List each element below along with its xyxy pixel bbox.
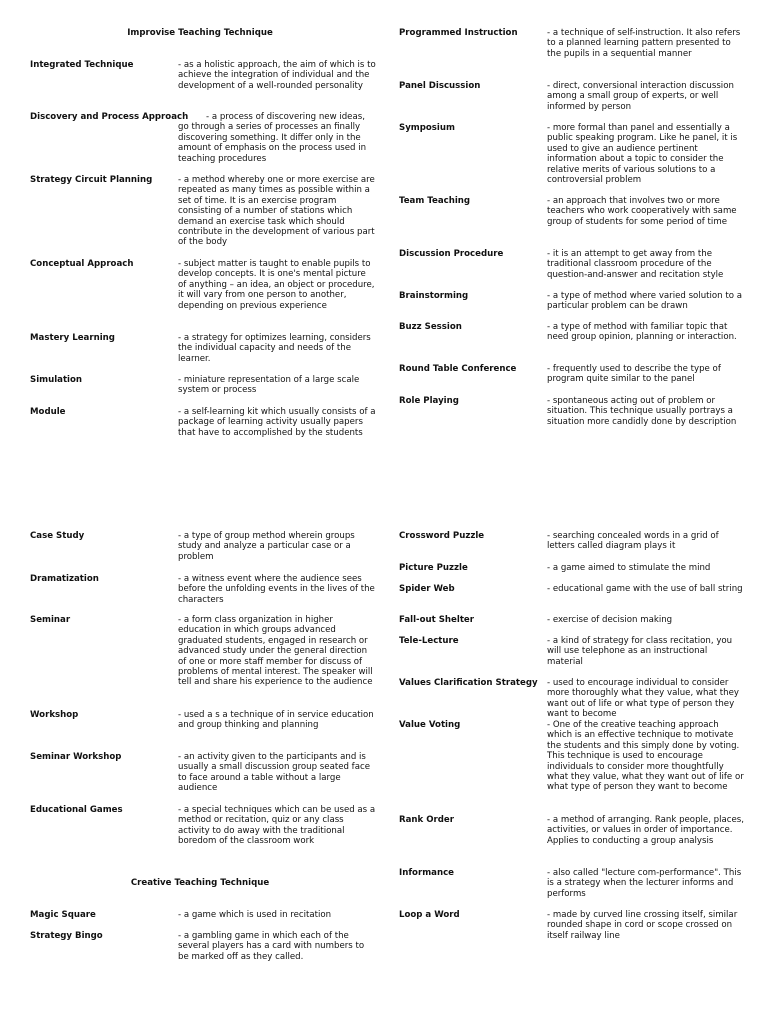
desc-role-playing: - spontaneous acting out of problem or situation. This technique usually portrays a situation more candidly done by description	[547, 396, 737, 427]
desc-value-voting: - One of the creative teaching approach which is an effective technique to motivate the students and this simply done by voting. This technique is used to encourage individuals to consider more thoughtfully what they value, what they want out of life or what type of person they want to become	[547, 720, 744, 793]
term-symposium: Symposium	[399, 123, 455, 133]
term-informance: Informance	[399, 868, 454, 878]
desc-case-study: - a type of group method wherein groups study and analyze a particular case or a problem	[178, 531, 355, 562]
desc-team-teaching: - an approach that involves two or more teachers who work cooperatively with same group of students for some period of time	[547, 196, 737, 227]
term-buzz-session: Buzz Session	[399, 322, 462, 332]
desc-tele-lecture: - a kind of strategy for class recitation, you will use telephone as an instructional material	[547, 636, 733, 667]
desc-rank-order: - a method of arranging. Rank people, places, activities, or values in order of importance. Applies to conducting a group analysis	[547, 815, 744, 846]
term-picture-puzzle: Picture Puzzle	[399, 563, 468, 573]
term-strategy-bingo: Strategy Bingo	[30, 931, 103, 941]
desc-buzz-session: - a type of method with familiar topic that need group opinion, planning or interaction.	[547, 322, 737, 343]
section-heading-improvise: Improvise Teaching Technique	[127, 28, 273, 38]
desc-informance: - also called "lecture com-performance". This is a strategy when the lecturer informs and performs	[547, 868, 742, 899]
term-conceptual-approach: Conceptual Approach	[30, 259, 134, 269]
desc-magic-square: - a game which is used in recitation	[178, 910, 332, 920]
desc-dramatization: - a witness event where the audience sees before the unfolding events in the lives of the characters	[178, 574, 375, 605]
desc-panel-discussion: - direct, conversional interaction discussion among a small group of experts, or well informed by person	[547, 81, 734, 112]
term-seminar: Seminar	[30, 615, 71, 625]
term-crossword-puzzle: Crossword Puzzle	[399, 531, 485, 541]
desc-symposium: - more formal than panel and essentially a public speaking program. Like he panel, it is used to give an audience pertinent information about a topic to consider the relative merits of various solutions to a controversial problem	[547, 123, 738, 186]
term-values-clarification: Values Clarification Strategy	[399, 678, 538, 688]
term-discussion-procedure: Discussion Procedure	[399, 249, 504, 259]
term-value-voting: Value Voting	[399, 720, 461, 730]
desc-values-clarification: - used to encourage individual to consider more thoroughly what they value, what they want out of life or what type of person they want to become	[547, 678, 739, 720]
term-simulation: Simulation	[30, 375, 83, 385]
desc-brainstorming: - a type of method where varied solution to a particular problem can be drawn	[547, 291, 742, 312]
desc-simulation: - miniature representation of a large scale system or process	[178, 375, 360, 396]
term-panel-discussion: Panel Discussion	[399, 81, 481, 91]
term-case-study: Case Study	[30, 531, 85, 541]
desc-crossword-puzzle: - searching concealed words in a grid of letters called diagram plays it	[547, 531, 719, 552]
desc-seminar: - a form class organization in higher education in which groups advanced graduated students, engaged in research or advanced study under the general direction of one or more staff member for discuss of problems of mental interest. The speaker will tell and share his experience to the audience	[178, 615, 373, 688]
desc-round-table-conference: - frequently used to describe the type of program quite similar to the panel	[547, 364, 721, 385]
desc-workshop: - used a s a technique of in service education and group thinking and planning	[178, 710, 374, 731]
desc-strategy-circuit: - a method whereby one or more exercise are repeated as many times as possible within a set of time. It is an exercise program consisting of a number of stations which demand an exercise task which should contribute in the development of various part of the body	[178, 175, 375, 248]
desc-fall-out-shelter: - exercise of decision making	[547, 615, 673, 625]
term-round-table-conference: Round Table Conference	[399, 364, 517, 374]
desc-strategy-bingo: - a gambling game in which each of the several players has a card with numbers to be marked off as they called.	[178, 931, 365, 962]
term-workshop: Workshop	[30, 710, 79, 720]
desc-integrated-technique: - as a holistic approach, the aim of which is to achieve the integration of individual and the development of a well-rounded personality	[178, 60, 376, 91]
term-seminar-workshop: Seminar Workshop	[30, 752, 122, 762]
term-fall-out-shelter: Fall-out Shelter	[399, 615, 475, 625]
desc-picture-puzzle: - a game aimed to stimulate the mind	[547, 563, 711, 573]
desc-module: - a self-learning kit which usually consists of a package of learning activity usually papers that have to accomplished by the students	[178, 407, 376, 438]
term-spider-web: Spider Web	[399, 584, 455, 594]
term-brainstorming: Brainstorming	[399, 291, 469, 301]
term-discovery-process: Discovery and Process Approach	[30, 112, 189, 122]
desc-discussion-procedure: - it is an attempt to get away from the traditional classroom procedure of the question-and-answer and recitation style	[547, 249, 724, 280]
desc-programmed-instruction: - a technique of self-instruction. It also refers to a planned learning pattern presented to the pupils in a sequential manner	[547, 28, 741, 59]
term-role-playing: Role Playing	[399, 396, 459, 406]
term-programmed-instruction: Programmed Instruction	[399, 28, 518, 38]
term-integrated-technique: Integrated Technique	[30, 60, 134, 70]
desc-loop-a-word: - made by curved line crossing itself, similar rounded shape in cord or scope crossed on itself railway line	[547, 910, 738, 941]
term-tele-lecture: Tele-Lecture	[399, 636, 459, 646]
term-educational-games: Educational Games	[30, 805, 123, 815]
term-mastery-learning: Mastery Learning	[30, 333, 115, 343]
term-magic-square: Magic Square	[30, 910, 96, 920]
term-module: Module	[30, 407, 66, 417]
term-dramatization: Dramatization	[30, 574, 99, 584]
desc-discovery-process: - a process of discovering new ideas, go through a series of processes an finally discovering something. It differ only in the amount of emphasis on the process used in teaching procedures	[178, 112, 367, 164]
term-rank-order: Rank Order	[399, 815, 455, 825]
desc-mastery-learning: - a strategy for optimizes learning, considers the individual capacity and needs of the learner.	[178, 333, 371, 364]
term-loop-a-word: Loop a Word	[399, 910, 460, 920]
desc-educational-games: - a special techniques which can be used as a method or recitation, quiz or any class activity to do away with the traditional boredom of the classroom work	[178, 805, 376, 847]
desc-seminar-workshop: - an activity given to the participants and is usually a small discussion group seated face to face around a table without a large audience	[178, 752, 370, 794]
desc-conceptual-approach: - subject matter is taught to enable pupils to develop concepts. It is one's mental picture of anything – an idea, an object or procedure, it will vary from one person to another, depending on previous experience	[178, 259, 375, 311]
term-strategy-circuit: Strategy Circuit Planning	[30, 175, 153, 185]
section-heading-creative: Creative Teaching Technique	[130, 878, 270, 888]
desc-spider-web: - educational game with the use of ball string	[547, 584, 743, 594]
term-team-teaching: Team Teaching	[399, 196, 471, 206]
